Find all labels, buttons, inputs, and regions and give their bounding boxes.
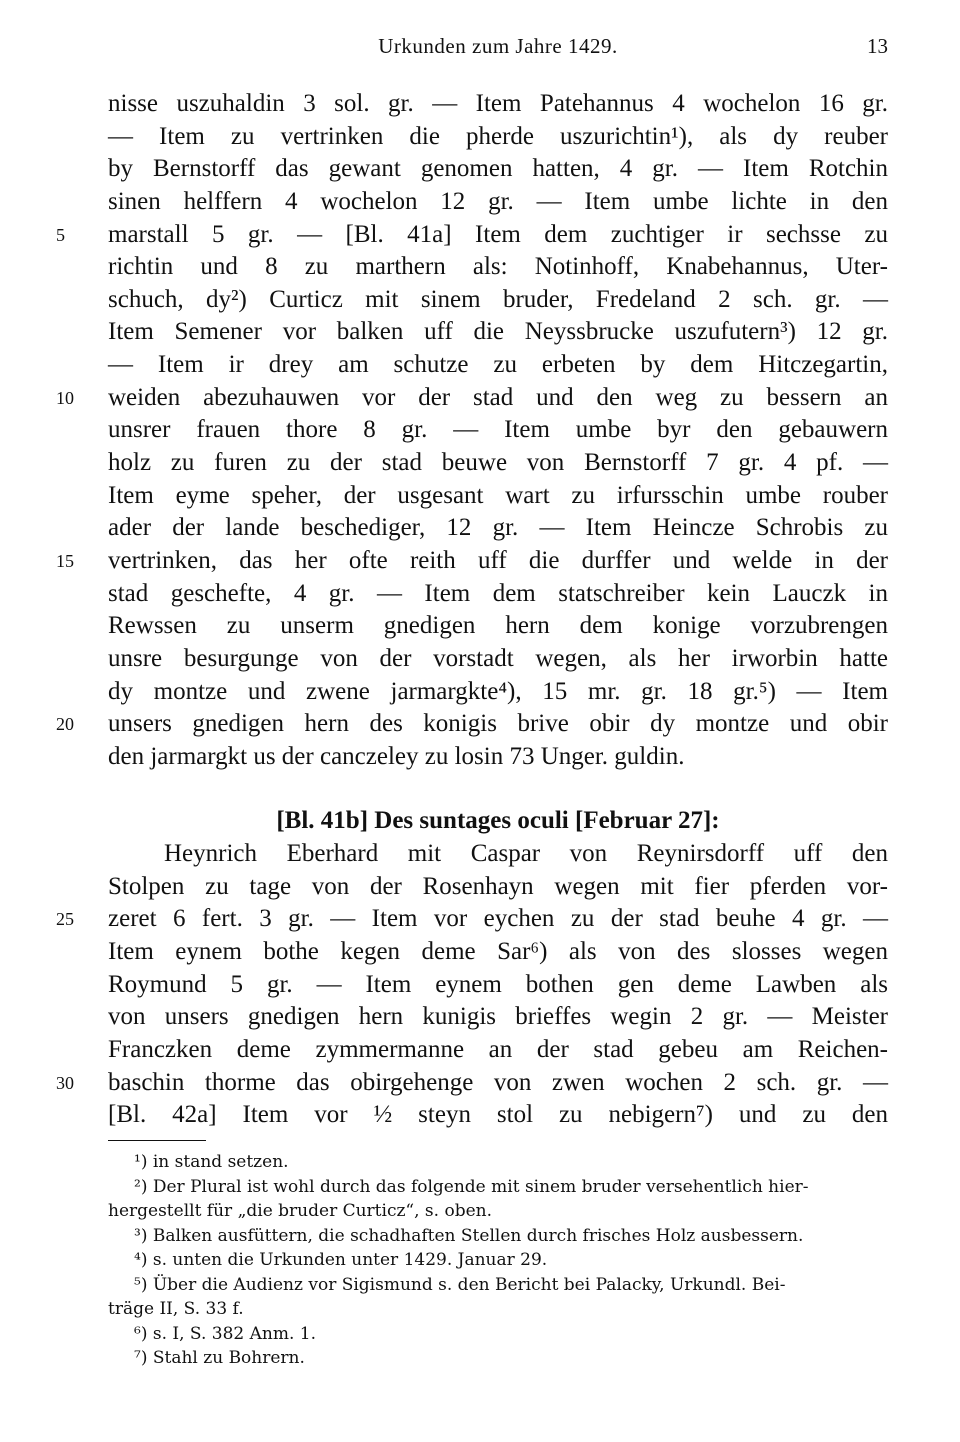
text-line [108,316,888,349]
line-text: sinen helffern 4 wochelon 12 gr. — Item umbe lichte in den [108,187,888,215]
text-line [108,741,888,774]
text-line [108,936,888,969]
text-line [108,512,888,545]
line-number: 25 [56,909,74,930]
text-line [108,414,888,447]
page-header [108,34,888,64]
line-text: Roymund 5 gr. — Item eynem bothen gen deme Lawben als [108,970,888,998]
line-text: schuch, dy²) Curticz mit sinem bruder, Fredeland 2 sch. gr. — [108,285,888,313]
line-text: by Bernstorff das gewant genomen hatten, 4 gr. — Item Rotchin [108,155,888,183]
line-text: unsers gnedigen hern des konigis brive obir dy montze und obir [108,710,888,738]
line-number: 5 [56,224,65,245]
text-line [108,643,888,676]
footnote: hergestellt für „die bruder Curticz“, s. oben. [108,1201,492,1221]
line-text: — Item zu vertrinken die pherde uszurichtin¹), als dy reuber [108,122,888,150]
running-title: Urkunden zum Jahre 1429. [378,34,618,58]
text-line [108,1099,888,1132]
line-text: unsrer frauen thore 8 gr. — Item umbe byr den gebauwern [108,416,888,444]
text-line [108,88,888,121]
footnote: ¹) in stand setzen. [134,1152,289,1172]
text-line [108,480,888,513]
line-text: stad geschefte, 4 gr. — Item dem statschreiber kein Lauczk in [108,579,888,607]
text-line [108,1001,888,1034]
line-text: marstall 5 gr. — [Bl. 41a] Item dem zuchtiger ir sechsse zu [108,220,888,248]
line-text: Item eyme speher, der usgesant wart zu irfursschin umbe rouber [108,481,888,509]
text-line [56,382,888,415]
text-line [108,838,888,871]
line-text: Heynrich Eberhard mit Caspar von Reynirsdorff uff den [164,840,888,868]
text-line [108,349,888,382]
text-line [108,871,888,904]
line-text: unsre besurgunge von der vorstadt wegen, als her irworbin hatte [108,644,888,672]
line-text: ader der lande beschediger, 12 gr. — Item Heincze Schrobis zu [108,514,888,542]
footnote: träge II, S. 33 f. [108,1299,244,1319]
footnote-rule [108,1140,206,1141]
text-line [56,545,888,578]
footnote: ⁴) s. unten die Urkunden unter 1429. Januar 29. [134,1250,548,1270]
footnotes [108,1150,888,1371]
line-number: 20 [56,714,74,735]
line-text: Item Semener vor balken uff die Neyssbrucke uszufutern³) 12 gr. [108,318,888,346]
text-line [56,708,888,741]
footnote: ⁶) s. I, S. 382 Anm. 1. [134,1323,316,1344]
line-text: den jarmargkt us der canczeley zu losin 73 Unger. guldin. [108,742,685,770]
main-text [56,88,888,1132]
footnote: ⁵) Über die Audienz vor Sigismund s. den Bericht bei Palacky, Urkundl. Bei- [134,1274,786,1295]
footnote: ²) Der Plural ist wohl durch das folgende mit sinem bruder versehentlich hier- [134,1176,809,1197]
footnote: ³) Balken ausfüttern, die schadhaften Stellen durch frisches Holz ausbessern. [134,1225,804,1246]
line-text: Item eynem bothe kegen deme Sar⁶) als von des slosses wegen [108,938,888,966]
page-number: 13 [867,34,888,58]
text-line [108,153,888,186]
text-line [108,447,888,480]
text-line [56,903,888,936]
text-line [108,676,888,709]
line-text: richtin und 8 zu marthern als: Notinhoff, Knabehannus, Uter- [108,253,888,281]
text-line [108,186,888,219]
text-line [108,121,888,154]
line-text: zeret 6 fert. 3 gr. — Item vor eychen zu der stad beuhe 4 gr. — [108,905,888,933]
text-line [108,251,888,284]
line-text: baschin thorme das obirgehenge von zwen wochen 2 sch. gr. — [108,1068,888,1096]
line-text: weiden abezuhauwen vor der stad und den weg zu bessern an [108,383,888,411]
line-text: nisse uszuhaldin 3 sol. gr. — Item Patehannus 4 wochelon 16 gr. [108,90,888,117]
line-text: Rewssen zu unserm gnedigen hern dem konige vorzubrengen [108,612,888,640]
line-text: — Item ir drey am schutze zu erbeten by dem Hitczegartin, [108,351,888,379]
text-line [108,969,888,1002]
line-text: [Bl. 42a] Item vor ½ steyn stol zu nebigern⁷) und zu den [108,1101,888,1129]
line-number: 15 [56,550,74,571]
footnote: ⁷) Stahl zu Bohrern. [134,1348,305,1368]
text-line [56,1067,888,1100]
section-gap [108,773,888,805]
line-number: 30 [56,1072,74,1093]
line-text: holz zu furen zu der stad beuwe von Bernstorff 7 gr. 4 pf. — [108,449,888,477]
line-text: vertrinken, das her ofte reith uff die durffer und welde in der [108,546,888,574]
line-text: dy montze und zwene jarmargkte⁴), 15 mr. gr. 18 gr.⁵) — Item [108,677,888,705]
text-line [108,1034,888,1067]
text-line [108,284,888,317]
line-text: von unsers gnedigen hern kunigis brieffes wegin 2 gr. — Meister [108,1003,888,1031]
section-heading: [Bl. 41b] Des suntages oculi [Februar 27]: [276,807,720,835]
line-number: 10 [56,387,74,408]
text-line [108,610,888,643]
line-text: Stolpen zu tage von der Rosenhayn wegen mit fier pferden vor- [108,872,888,900]
text-line [56,219,888,252]
line-text: Franczken deme zymmermanne an der stad gebeu am Reichen- [108,1035,888,1063]
text-line [108,578,888,611]
